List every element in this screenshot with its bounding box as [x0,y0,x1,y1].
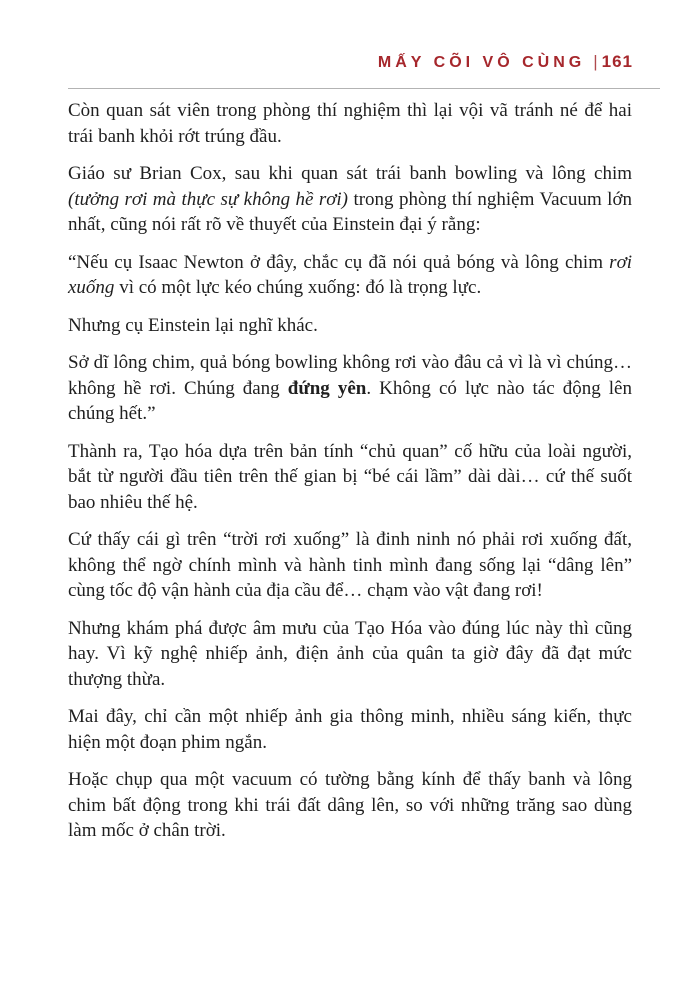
text-segment: Nhưng cụ Einstein lại nghĩ khác. [68,314,318,336]
page-header [68,52,633,72]
page-body [68,98,632,856]
text-segment: đứng yên [287,377,367,399]
text-segment: Sở dĩ lông chim, quả bóng bowling không rơi vào đâu cả vì là vì chúng… không hề rơi. Chúng đang [68,352,632,399]
page-number: 161 [601,52,633,71]
text-segment: Mai đây, chỉ cần một nhiếp ảnh gia thông minh, nhiều sáng kiến, thực hiện một đoạn phim ngắn. [68,706,632,753]
paragraph [68,98,632,149]
text-segment: Còn quan sát viên trong phòng thí nghiệm thì lại vội vã tránh né để hai trái banh khỏi rớt trúng đầu. [68,100,632,147]
paragraph [68,767,632,844]
text-segment: (tưởng rơi mà thực sự không hề rơi) [68,188,349,210]
paragraph [68,161,632,238]
text-segment: Cứ thấy cái gì trên “trời rơi xuống” là đinh ninh nó phải rơi xuống đất, không thể ngờ chính mình và hành tinh mình đang sống lại “dâng lên” cùng tốc độ vận hành của địa cầu để… chạm vào vật đang rơi! [68,529,632,601]
text-segment: rơi xuống [68,251,632,298]
text-segment: Giáo sư Brian Cox, sau khi quan sát trái banh bowling và lông chim [68,163,632,184]
text-segment: Hoặc chụp qua một vacuum có tường bằng kính để thấy banh và lông chim bất động trong khi trái đất dâng lên, so với những trăng sao dùng làm mốc ở chân trời. [68,769,632,841]
running-title: MẤY CÕI VÔ CÙNG [377,54,586,71]
text-segment: “Nếu cụ Isaac Newton ở đây, chắc cụ đã nói quả bóng và lông chim [68,251,610,273]
paragraph [68,704,632,755]
paragraph [68,439,632,516]
paragraph [68,350,632,427]
paragraph [68,527,632,604]
text-segment: Thành ra, Tạo hóa dựa trên bản tính “chủ quan” cố hữu của loài người, bắt từ người đầu tiên trên thế gian bị “bé cái lầm” dài dài… cứ thế suốt bao nhiêu thế hệ. [68,440,632,513]
header-separator: | [593,52,598,71]
paragraph [68,616,632,693]
text-segment: . Không có lực nào tác động lên chúng hết.” [68,377,632,424]
paragraph [68,250,632,301]
text-segment: trong phòng thí nghiệm Vacuum lớn nhất, cũng nói rất rõ về thuyết của Einstein đại ý rằng: [68,188,633,235]
text-segment: Nhưng khám phá được âm mưu của Tạo Hóa vào đúng lúc này thì cũng hay. Vì kỹ nghệ nhiếp ảnh, điện ảnh của quân ta giờ đây đã đạt mức thượng thừa. [68,617,632,690]
header-rule [68,88,660,89]
text-segment: vì có một lực kéo chúng xuống: đó là trọng lực. [114,277,482,298]
paragraph [68,313,632,339]
